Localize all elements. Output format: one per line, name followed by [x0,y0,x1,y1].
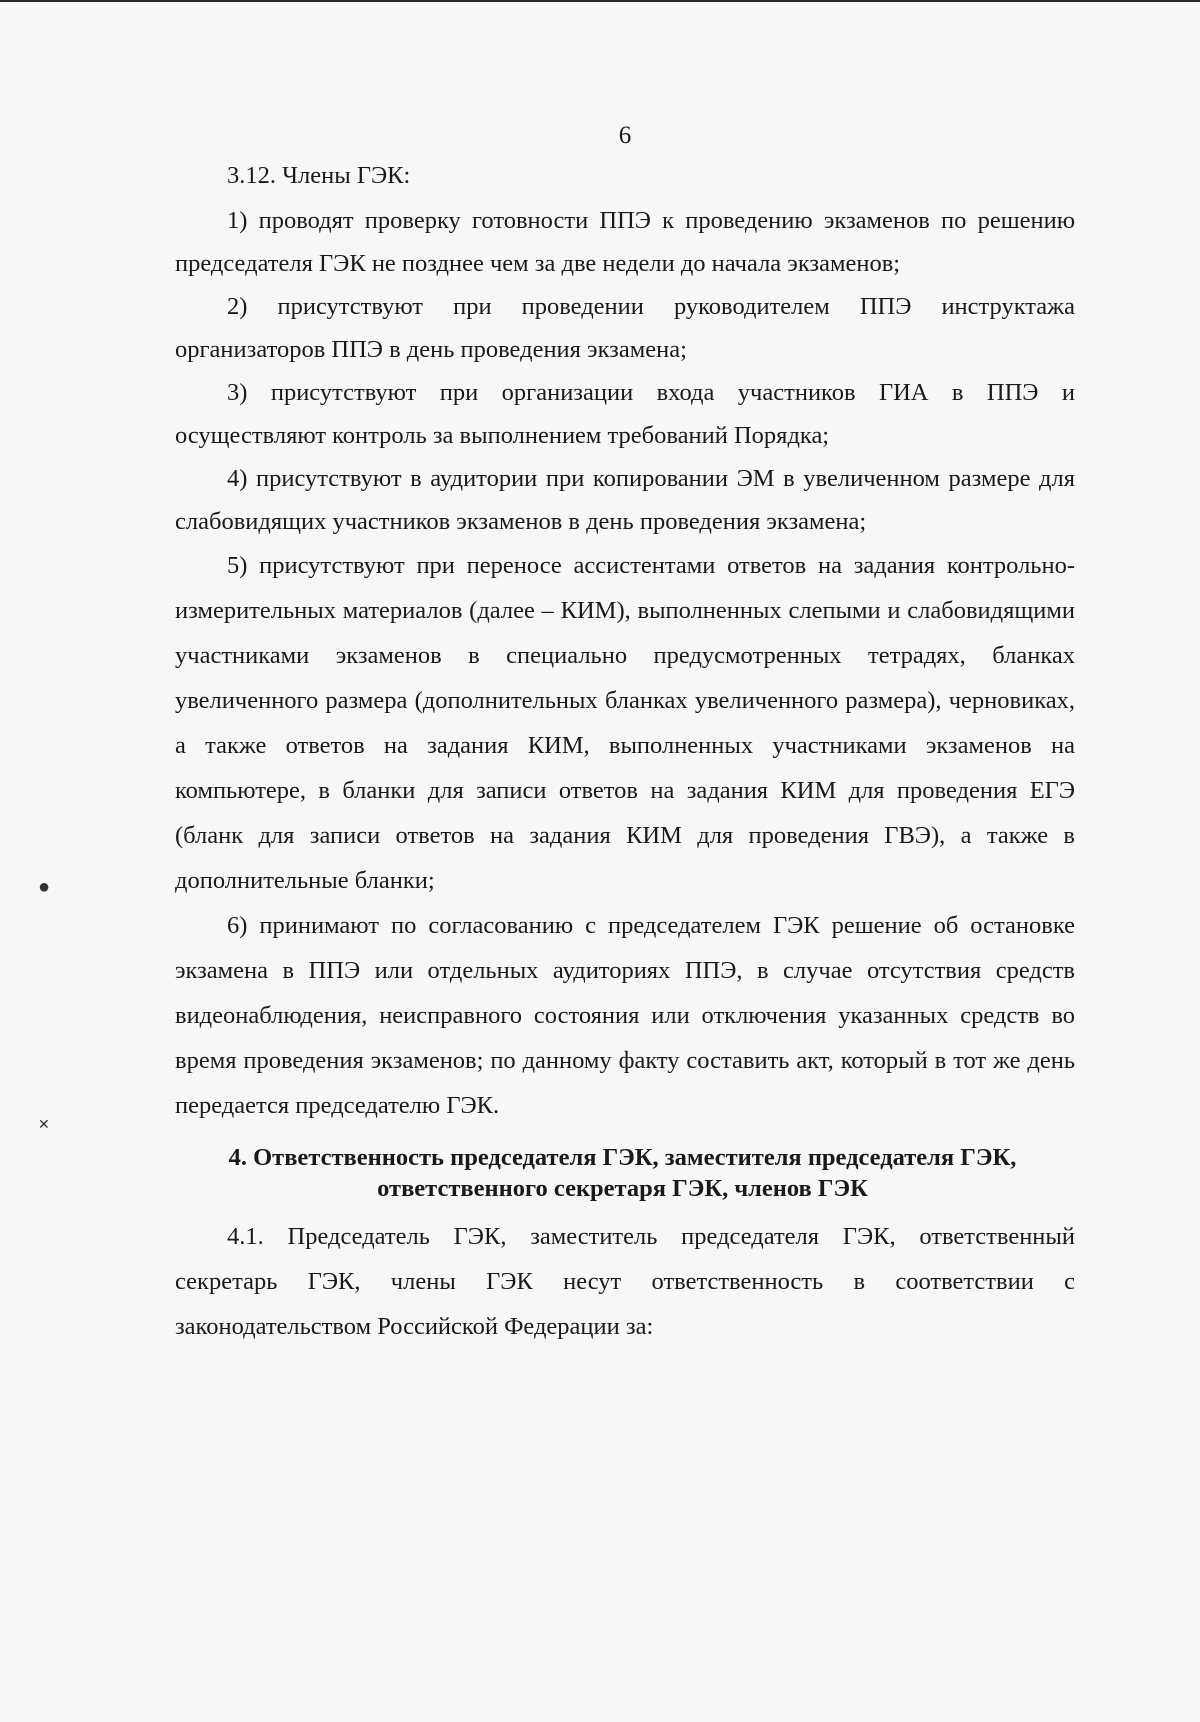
clause-3-12-item-6: 6) принимают по согласованию с председателем ГЭК решение об остановке экзамена в ППЭ или отдельных аудиториях ППЭ, в случае отсутствия средств видеонаблюдения, неисправного состояния или отключения указанных средств во время проведения экзаменов; по данному факту составить акт, который в тот же день передается председателю ГЭК. [175,912,1075,1119]
clause-3-12-item-4: 4) присутствуют в аудитории при копировании ЭМ в увеличенном размере для слабовидящих участников экзаменов в день проведения экзамена; [175,465,1075,535]
clause-3-12-item-3: 3) присутствуют при организации входа участников ГИА в ППЭ и осуществляют контроль за выполнением требований Порядка; [175,379,1075,449]
margin-bullet-mark: ● [38,876,51,898]
clause-3-12-heading: 3.12. Члены ГЭК: [227,162,411,189]
clause-3-12-item-2: 2) присутствуют при проведении руководителем ППЭ инструктажа организаторов ППЭ в день проведения экзамена; [175,293,1075,363]
clause-3-12-item-5: 5) присутствуют при переносе ассистентами ответов на задания контрольно-измерительных материалов (далее – КИМ), выполненных слепыми и слабовидящими участниками экзаменов в специально предусмотренных тетрадях, бланках увеличенного размера (дополнительных бланках увеличенного размера), черновиках, а также ответов на задания КИМ, выполненных участниками экзаменов на компьютере, в бланки для записи ответов на задания КИМ для проведения ЕГЭ (бланк для записи ответов на задания КИМ для проведения ГВЭ), а также в дополнительные бланки; [175,552,1075,894]
clause-3-12-item-1: 1) проводят проверку готовности ППЭ к проведению экзаменов по решению председателя ГЭК не позднее чем за две недели до начала экзаменов; [175,207,1075,277]
margin-scan-mark: ✕ [38,1118,50,1133]
section-4-title-line-1: 4. Ответственность председателя ГЭК, заместителя председателя ГЭК, [228,1144,1017,1171]
page-number: 6 [618,122,632,149]
top-border-line [0,0,1200,2]
section-4-title-line-2: ответственного секретаря ГЭК, членов ГЭК [377,1175,868,1202]
document-body [175,155,1075,1349]
clause-4-1: 4.1. Председатель ГЭК, заместитель председателя ГЭК, ответственный секретарь ГЭК, члены ГЭК несут ответственность в соответствии с законодательством Российской Федерации за: [175,1223,1075,1340]
section-4-title [170,1142,1075,1204]
